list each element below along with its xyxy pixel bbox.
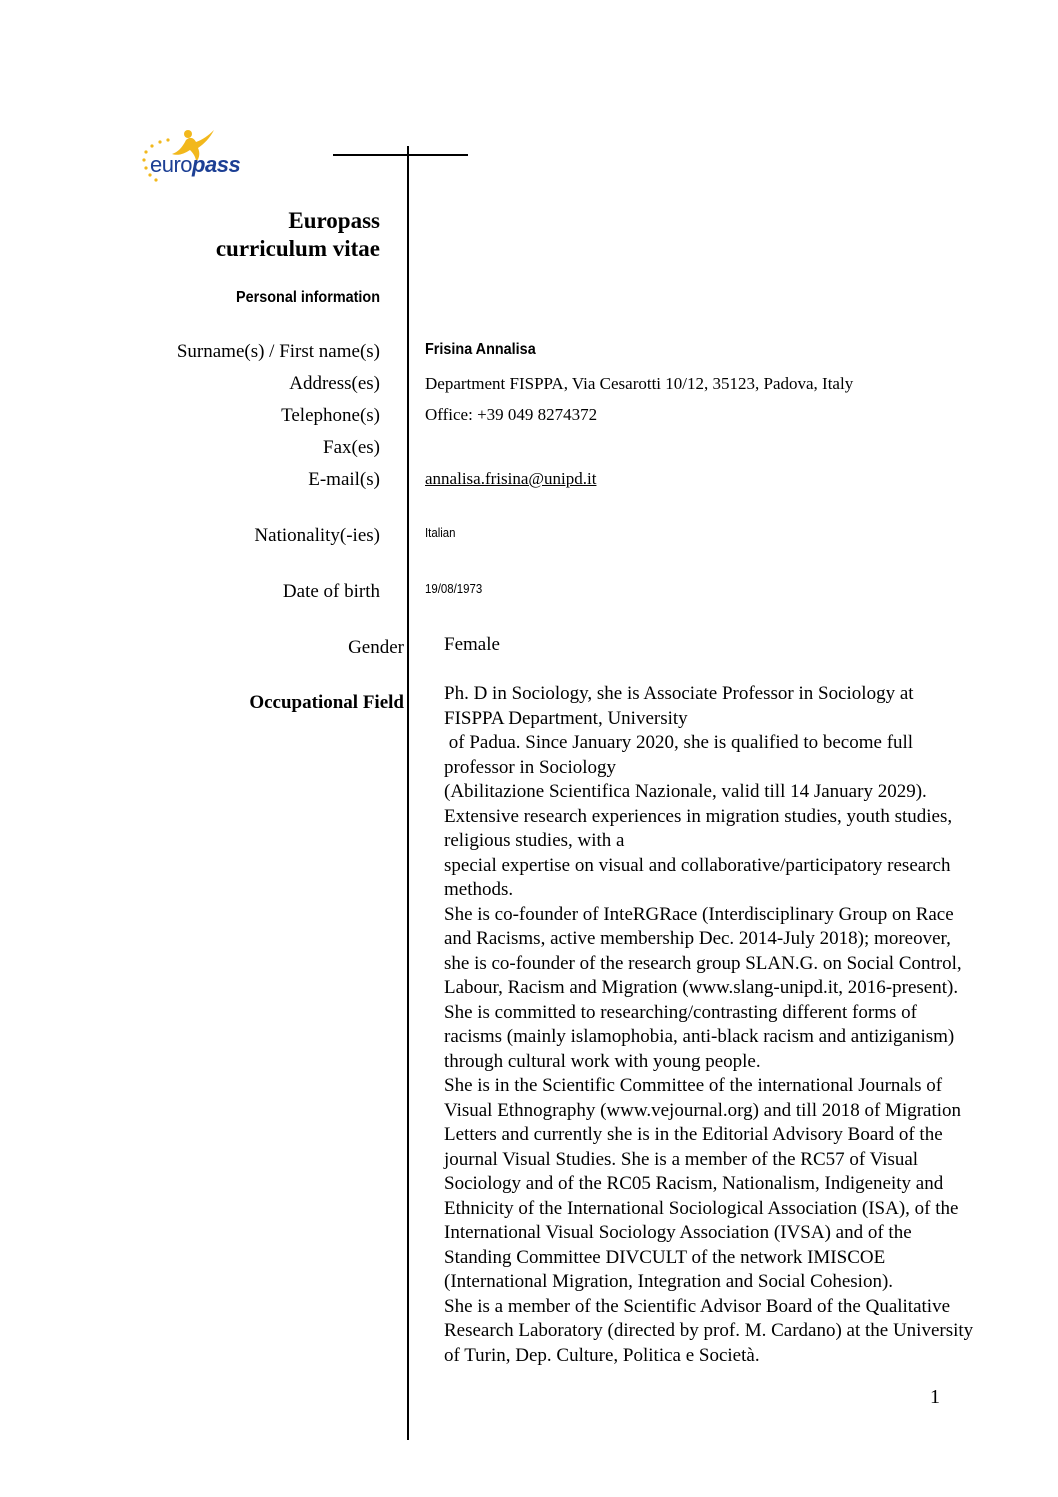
name-label: Surname(s) / First name(s) [176, 341, 380, 362]
occupation-line: Ph. D in Sociology, she is Associate Professor in Sociology at [444, 683, 914, 704]
occupational-field-label: Occupational Field [249, 692, 404, 713]
dob-label: Date of birth [282, 581, 380, 602]
occupation-line: She is committed to researching/contrasting different forms of [444, 1001, 917, 1023]
europass-wordmark [150, 152, 240, 178]
occupation-line: She is a member of the Scientific Advisor Board of the Qualitative [444, 1295, 951, 1317]
occupation-line: Extensive research experiences in migration studies, youth studies, [444, 805, 953, 827]
email-link[interactable]: annalisa.frisina@unipd.it [425, 469, 597, 488]
address-label: Address(es) [289, 373, 380, 394]
occupation-line: She is in the Scientific Committee of the international Journals of [444, 1075, 943, 1096]
dob-value: 19/08/1973 [425, 581, 483, 596]
address-value: Department FISPPA, Via Cesarotti 10/12, 35123, Padova, Italy [425, 374, 854, 393]
fax-label: Fax(es) [323, 437, 380, 458]
nationality-value: Italian [425, 525, 456, 540]
occupation-line: of Padua. Since January 2020, she is qualified to become full [444, 732, 914, 753]
occupation-line: journal Visual Studies. She is a member of the RC57 of Visual [444, 1148, 919, 1170]
occupation-line: Visual Ethnography (www.vejournal.org) and till 2018 of Migration [444, 1099, 962, 1121]
telephone-label: Telephone(s) [281, 405, 380, 426]
telephone-value: Office: +39 049 8274372 [425, 405, 598, 424]
occupation-line: Letters and currently she is in the Editorial Advisory Board of the [444, 1124, 943, 1145]
occupation-line: professor in Sociology [444, 756, 617, 778]
occupation-line: (Abilitazione Scientifica Nazionale, valid till 14 January 2029). [444, 781, 927, 802]
occupation-line: of Turin, Dep. Culture, Politica e Società. [444, 1344, 760, 1366]
occupation-line: methods. [444, 879, 514, 900]
email-label: E-mail(s) [308, 469, 380, 490]
occupation-line: and Racisms, active membership Dec. 2014-July 2018); moreover, [444, 928, 951, 949]
occupation-line: through cultural work with young people. [444, 1050, 761, 1072]
header-rule [333, 154, 468, 156]
section-personal-information: Personal information [235, 289, 380, 306]
column-divider [407, 146, 409, 1440]
occupation-line: Sociology and of the RC05 Racism, Nationalism, Indigeneity and [444, 1173, 944, 1194]
occupation-line: special expertise on visual and collaborative/participatory research [444, 854, 951, 876]
name-value: Frisina Annalisa [425, 341, 536, 358]
occupation-line: Research Laboratory (directed by prof. M. Cardano) at the University [444, 1320, 974, 1341]
title-line-1: Europass [288, 208, 380, 233]
occupation-line: Ethnicity of the International Sociological Association (ISA), of the [444, 1197, 959, 1219]
occupation-line: Standing Committee DIVCULT of the network IMISCOE [444, 1246, 886, 1268]
page-number: 1 [930, 1386, 940, 1408]
occupational-field-text [444, 682, 1044, 1368]
occupation-line: FISPPA Department, University [444, 707, 688, 729]
nationality-label: Nationality(-ies) [254, 525, 380, 546]
occupation-line: racisms (mainly islamophobia, anti-black racism and antiziganism) [444, 1026, 955, 1047]
occupation-line: she is co-founder of the research group SLAN.G. on Social Control, [444, 952, 962, 974]
occupation-line: (International Migration, Integration and Social Cohesion). [444, 1271, 894, 1292]
gender-value: Female [444, 634, 500, 655]
brand-prefix: euro [150, 152, 193, 177]
brand-suffix: pass [192, 152, 241, 177]
occupation-line: Labour, Racism and Migration (www.slang-unipd.it, 2016-present). [444, 977, 959, 998]
gender-label: Gender [348, 637, 404, 658]
title-line-2: curriculum vitae [215, 236, 380, 261]
occupation-line: International Visual Sociology Association (IVSA) and of the [444, 1222, 912, 1243]
occupation-line: She is co-founder of InteRGRace (Interdisciplinary Group on Race [444, 903, 954, 925]
occupation-line: religious studies, with a [444, 830, 625, 851]
